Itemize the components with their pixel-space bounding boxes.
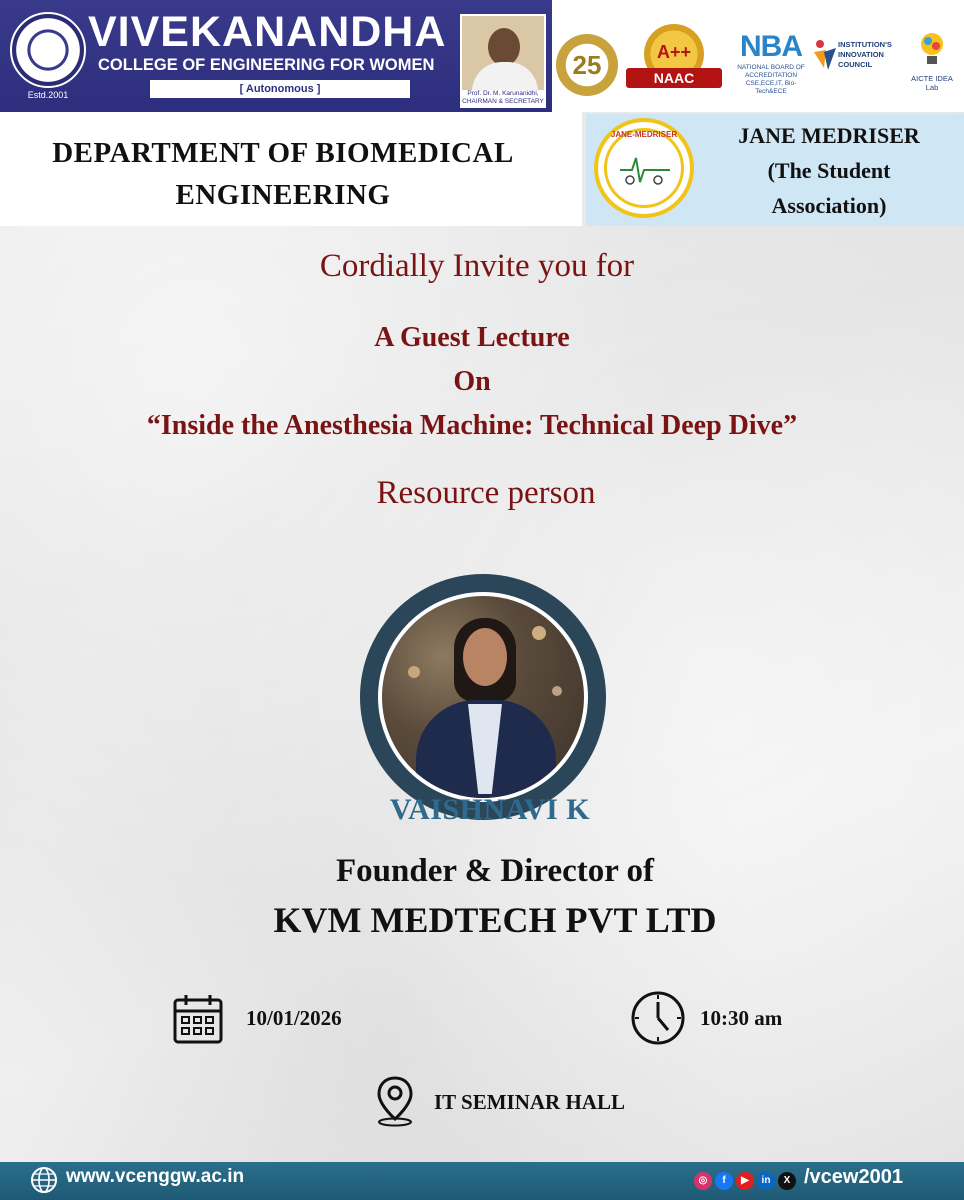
calendar-icon bbox=[172, 993, 224, 1045]
event-type: A Guest Lecture bbox=[374, 322, 570, 353]
resource-heading: Resource person bbox=[376, 475, 596, 511]
association-logo bbox=[594, 118, 694, 218]
chairman-name: Prof. Dr. M. Karunanidhi, bbox=[467, 90, 539, 97]
association-line-1: JANE MEDRISER bbox=[738, 123, 920, 148]
association-title bbox=[700, 118, 958, 223]
event-date: 10/01/2026 bbox=[246, 1006, 342, 1030]
globe-icon bbox=[30, 1166, 58, 1194]
chairman-photo bbox=[460, 14, 546, 108]
event-on: On bbox=[453, 366, 491, 397]
invite-greeting: Cordially Invite you for bbox=[319, 248, 635, 284]
x-icon[interactable]: X bbox=[778, 1172, 796, 1190]
college-banner bbox=[0, 0, 552, 112]
event-time: 10:30 am bbox=[700, 1006, 783, 1030]
association-logo-text: JANE-MEDRISER bbox=[610, 130, 678, 139]
youtube-icon[interactable]: ▶ bbox=[736, 1172, 754, 1190]
idea-lab-logo bbox=[906, 30, 958, 100]
speaker-photo-frame bbox=[360, 574, 606, 820]
established-year: Estd.2001 bbox=[27, 90, 69, 100]
social-handle[interactable]: /vcew2001 bbox=[804, 1166, 903, 1188]
website-link[interactable]: www.vcenggw.ac.in bbox=[66, 1166, 245, 1187]
chairman-role: CHAIRMAN & SECRETARY bbox=[462, 98, 544, 105]
association-line-2: (The Student bbox=[767, 158, 891, 183]
naac-logo bbox=[626, 24, 722, 96]
naac-grade: A++ bbox=[644, 24, 704, 84]
iic-logo bbox=[810, 36, 906, 96]
naac-label: NAAC bbox=[626, 68, 722, 88]
autonomous-label: [ Autonomous ] bbox=[150, 80, 410, 98]
nba-caption: NATIONAL BOARD OF ACCREDITATION bbox=[737, 64, 805, 79]
idea-lab-label: AICTE IDEA Lab bbox=[911, 74, 953, 92]
nba-mark: NBA bbox=[740, 30, 802, 63]
speaker-photo bbox=[382, 596, 584, 798]
event-venue: IT SEMINAR HALL bbox=[434, 1090, 625, 1114]
department-title: DEPARTMENT OF BIOMEDICAL ENGINEERING bbox=[52, 137, 514, 211]
clock-icon bbox=[630, 990, 686, 1046]
facebook-icon[interactable]: f bbox=[715, 1172, 733, 1190]
location-pin-icon bbox=[374, 1075, 416, 1127]
instagram-icon[interactable]: ◎ bbox=[694, 1172, 712, 1190]
bulb-icon bbox=[918, 30, 946, 70]
speaker-company: KVM MEDTECH PVT LTD bbox=[273, 900, 717, 940]
ecg-icon bbox=[620, 152, 670, 188]
iic-label: INSTITUTION'S INNOVATION COUNCIL bbox=[838, 40, 892, 69]
nba-logo bbox=[734, 30, 808, 100]
college-name: VIVEKANANDHA bbox=[88, 8, 447, 56]
college-subtitle: COLLEGE OF ENGINEERING FOR WOMEN bbox=[98, 56, 435, 74]
linkedin-icon[interactable]: in bbox=[757, 1172, 775, 1190]
association-line-3: Association) bbox=[771, 193, 887, 218]
social-icons bbox=[694, 1170, 796, 1192]
college-emblem-icon bbox=[10, 12, 86, 88]
iic-mark-icon bbox=[810, 38, 840, 74]
speaker-designation: Founder & Director of bbox=[335, 853, 655, 889]
lecture-topic: “Inside the Anesthesia Machine: Technical Deep Dive” bbox=[146, 410, 798, 441]
speaker-name: VAISHNAVI K bbox=[389, 793, 591, 826]
silver-jubilee-logo: 25 bbox=[556, 34, 618, 96]
nba-programs: CSE,ECE,IT, Bio-Tech&ECE bbox=[745, 80, 797, 95]
chairman-caption bbox=[462, 90, 544, 106]
